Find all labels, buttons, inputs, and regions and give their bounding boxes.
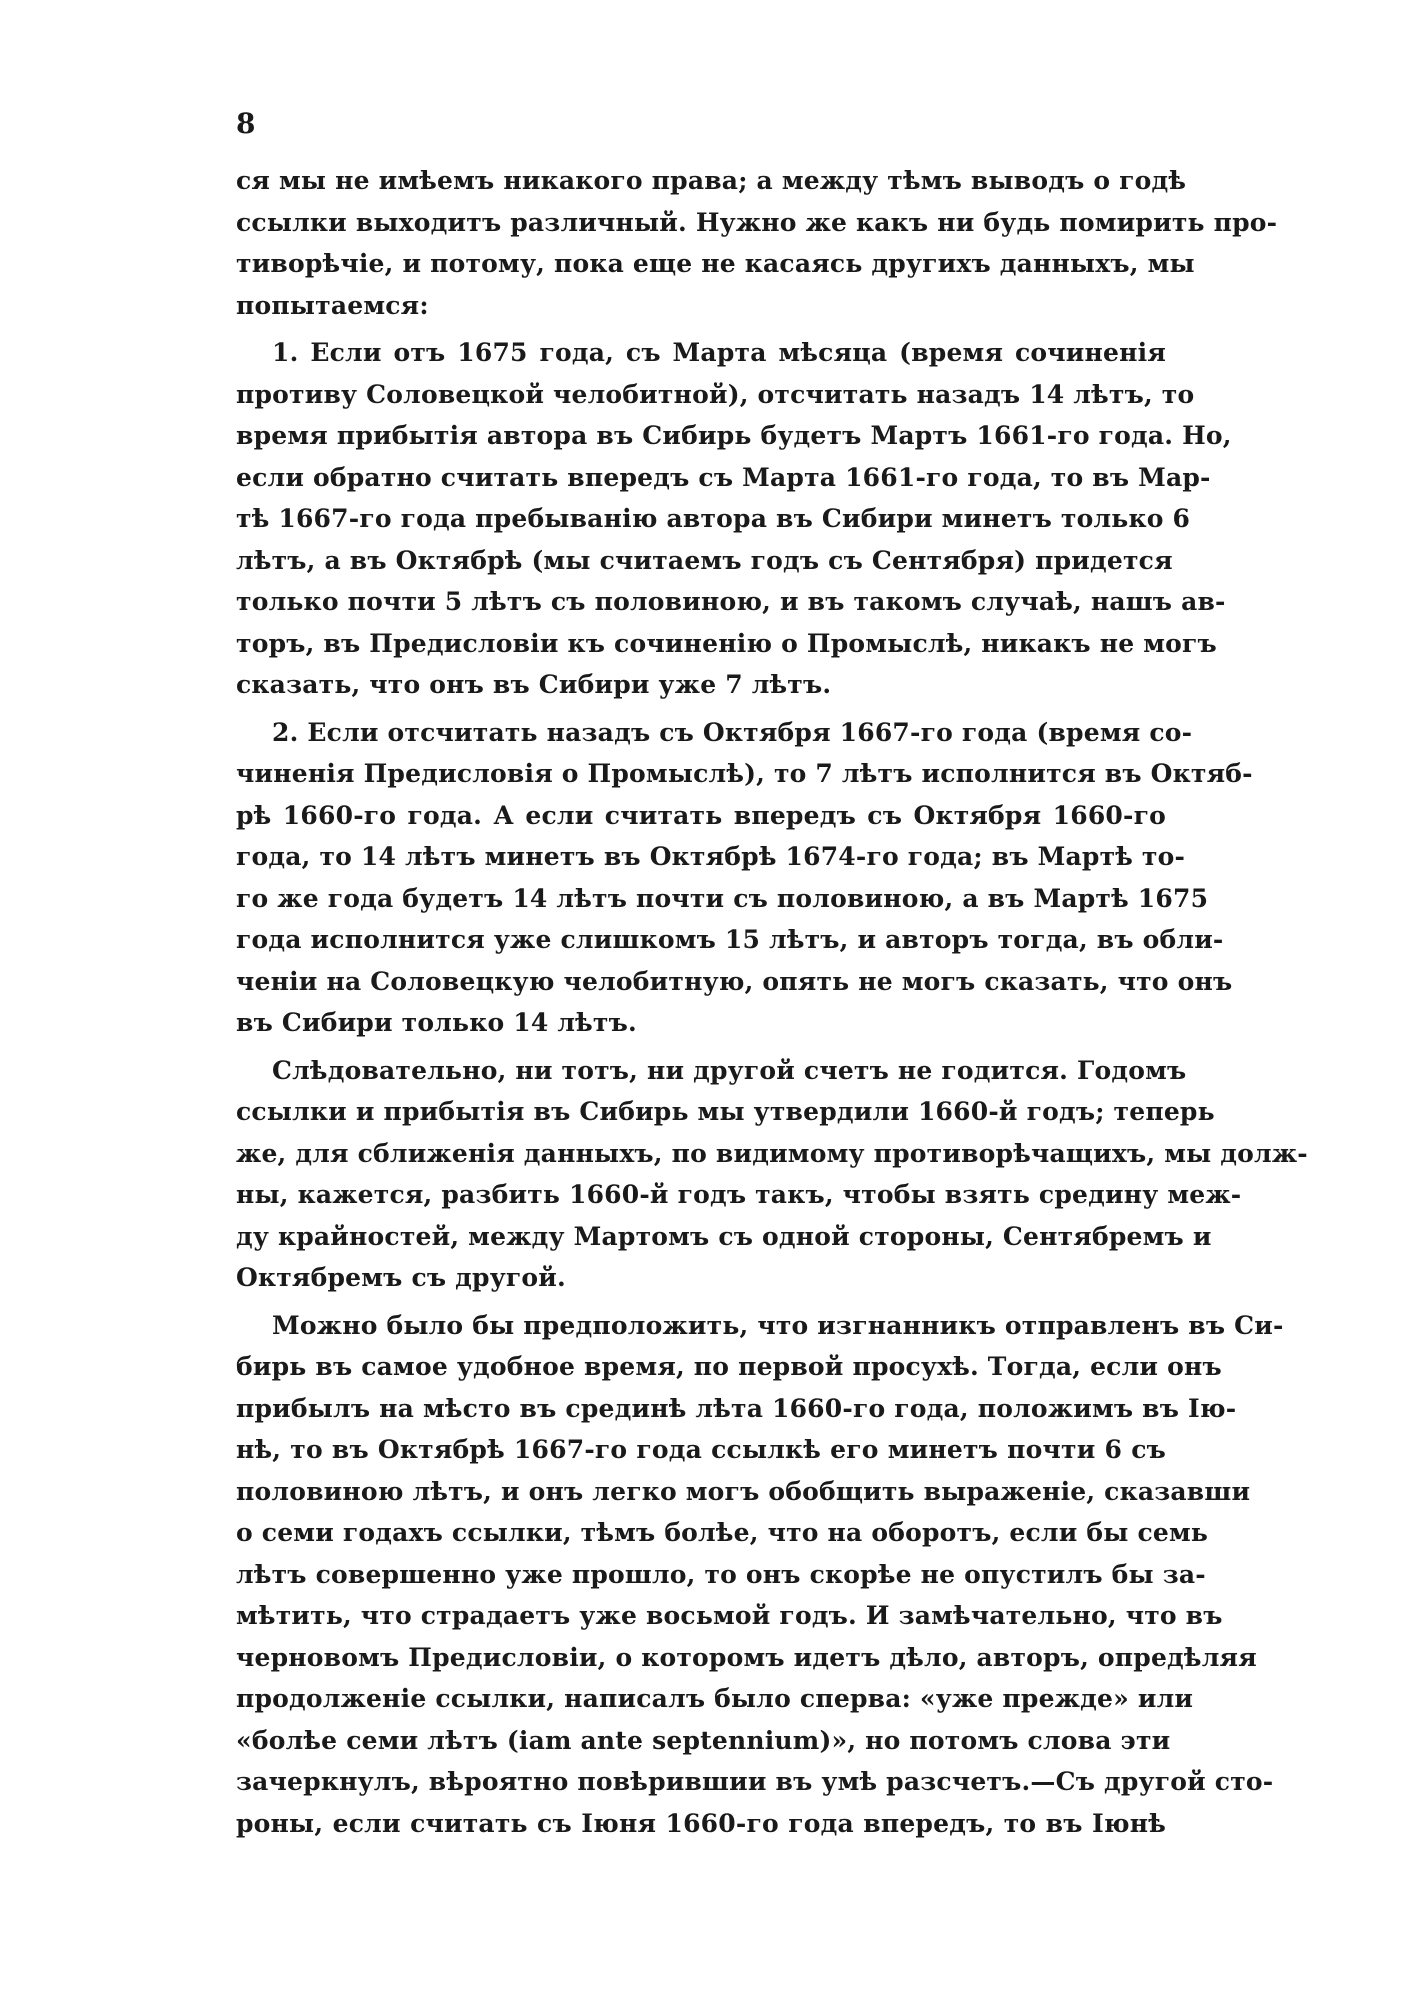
- text-line: 2. Если отсчитать назадъ съ Октября 1667-го года (время со-: [272, 717, 1193, 747]
- text-line: года, то 14 лѣтъ минетъ въ Октябрѣ 1674-го года; въ Мартѣ то-: [236, 842, 1186, 871]
- text-line: ду крайностей, между Мартомъ съ одной стороны, Сентябремъ и: [236, 1221, 1212, 1251]
- text-line: о семи годахъ ссылки, тѣмъ болѣе, что на оборотъ, если бы семь: [236, 1518, 1209, 1547]
- text-line: ссылки и прибытія въ Сибирь мы утвердили 1660-й годъ; теперь: [236, 1097, 1215, 1126]
- text-line: половиною лѣтъ, и онъ легко могъ обобщить выраженіе, сказавши: [236, 1476, 1251, 1506]
- text-line: Октябремъ съ другой.: [236, 1263, 566, 1292]
- text-line: если обратно считать впередъ съ Марта 1661-го года, то въ Мар-: [236, 462, 1211, 492]
- text-line: года исполнится уже слишкомъ 15 лѣтъ, и авторъ тогда, въ обли-: [236, 925, 1224, 954]
- text-line: 1. Если отъ 1675 года, съ Марта мѣсяца (время сочиненія: [272, 338, 1166, 367]
- paragraph: [236, 160, 1278, 326]
- paragraph: [236, 1305, 1284, 1845]
- text-line: попытаемся:: [236, 290, 429, 320]
- text-line: нѣ, то въ Октябрѣ 1667-го года ссылкѣ его минетъ почти 6 съ: [236, 1435, 1166, 1464]
- text-line: сказать, что онъ въ Сибири уже 7 лѣтъ.: [236, 670, 832, 699]
- text-line: ссылки выходитъ различный. Нужно же какъ ни будь помирить про-: [236, 207, 1278, 237]
- text-line: черновомъ Предисловіи, о которомъ идетъ дѣло, авторъ, опредѣляя: [236, 1642, 1257, 1672]
- text-line: въ Сибири только 14 лѣтъ.: [236, 1008, 637, 1037]
- text-line: торъ, въ Предисловіи къ сочиненію о Промыслѣ, никакъ не могъ: [236, 628, 1217, 658]
- text-line: го же года будетъ 14 лѣтъ почти съ половиною, а въ Мартѣ 1675: [236, 883, 1209, 913]
- paragraph: [236, 712, 1253, 1044]
- text-line: ны, кажется, разбить 1660-й годъ такъ, чтобы взять средину меж-: [236, 1180, 1242, 1209]
- text-line: «болѣе семи лѣтъ (iam ante septennium)», но потомъ слова эти: [236, 1725, 1171, 1755]
- text-line: тиворѣчіе, и потому, пока еще не касаясь другихъ данныхъ, мы: [236, 249, 1195, 278]
- text-line: же, для сближенія данныхъ, по видимому противорѣчащихъ, мы долж-: [236, 1138, 1308, 1168]
- paragraph: [236, 1050, 1308, 1299]
- text-line: продолженіе ссылки, написалъ было сперва: «уже прежде» или: [236, 1684, 1194, 1713]
- text-line: роны, если считать съ Іюня 1660-го года впередъ, то въ Іюнѣ: [236, 1808, 1166, 1838]
- text-line: тѣ 1667-го года пребыванію автора въ Сибири минетъ только 6: [236, 504, 1191, 533]
- text-line: зачеркнулъ, вѣроятно повѣрившии въ умѣ разсчетъ.—Съ другой сто-: [236, 1767, 1274, 1796]
- text-line: только почти 5 лѣтъ съ половиною, и въ такомъ случаѣ, нашъ ав-: [236, 587, 1226, 616]
- text-line: лѣтъ совершенно уже прошло, то онъ скорѣе не опустилъ бы за-: [236, 1559, 1206, 1589]
- text-line: рѣ 1660-го года. А если считать впередъ съ Октября 1660-го: [236, 800, 1166, 830]
- text-line: ся мы не имѣемъ никакого права; а между тѣмъ выводъ о годѣ: [236, 166, 1187, 195]
- text-line: лѣтъ, а въ Октябрѣ (мы считаемъ годъ съ Сентября) придется: [236, 545, 1173, 575]
- text-line: Можно было бы предположить, что изгнанникъ отправленъ въ Си-: [272, 1310, 1284, 1340]
- page-number: 8: [236, 107, 256, 140]
- text-line: Слѣдовательно, ни тотъ, ни другой счетъ не годится. Годомъ: [272, 1055, 1187, 1085]
- paragraph: [236, 332, 1232, 706]
- text-line: прибылъ на мѣсто въ срединѣ лѣта 1660-го года, положимъ въ Ію-: [236, 1393, 1237, 1423]
- text-line: время прибытія автора въ Сибирь будетъ Мартъ 1661-го года. Но,: [236, 421, 1232, 450]
- text-line: ченіи на Соловецкую челобитную, опять не могъ сказать, что онъ: [236, 966, 1233, 996]
- text-line: противу Соловецкой челобитной), отсчитать назадъ 14 лѣтъ, то: [236, 379, 1195, 409]
- body-text: [236, 160, 1308, 1844]
- text-line: чиненія Предисловія о Промыслѣ), то 7 лѣтъ исполнится въ Октяб-: [236, 759, 1253, 788]
- text-line: бирь въ самое удобное время, по первой просухѣ. Тогда, если онъ: [236, 1352, 1222, 1381]
- text-line: мѣтить, что страдаетъ уже восьмой годъ. И замѣчательно, что въ: [236, 1601, 1223, 1630]
